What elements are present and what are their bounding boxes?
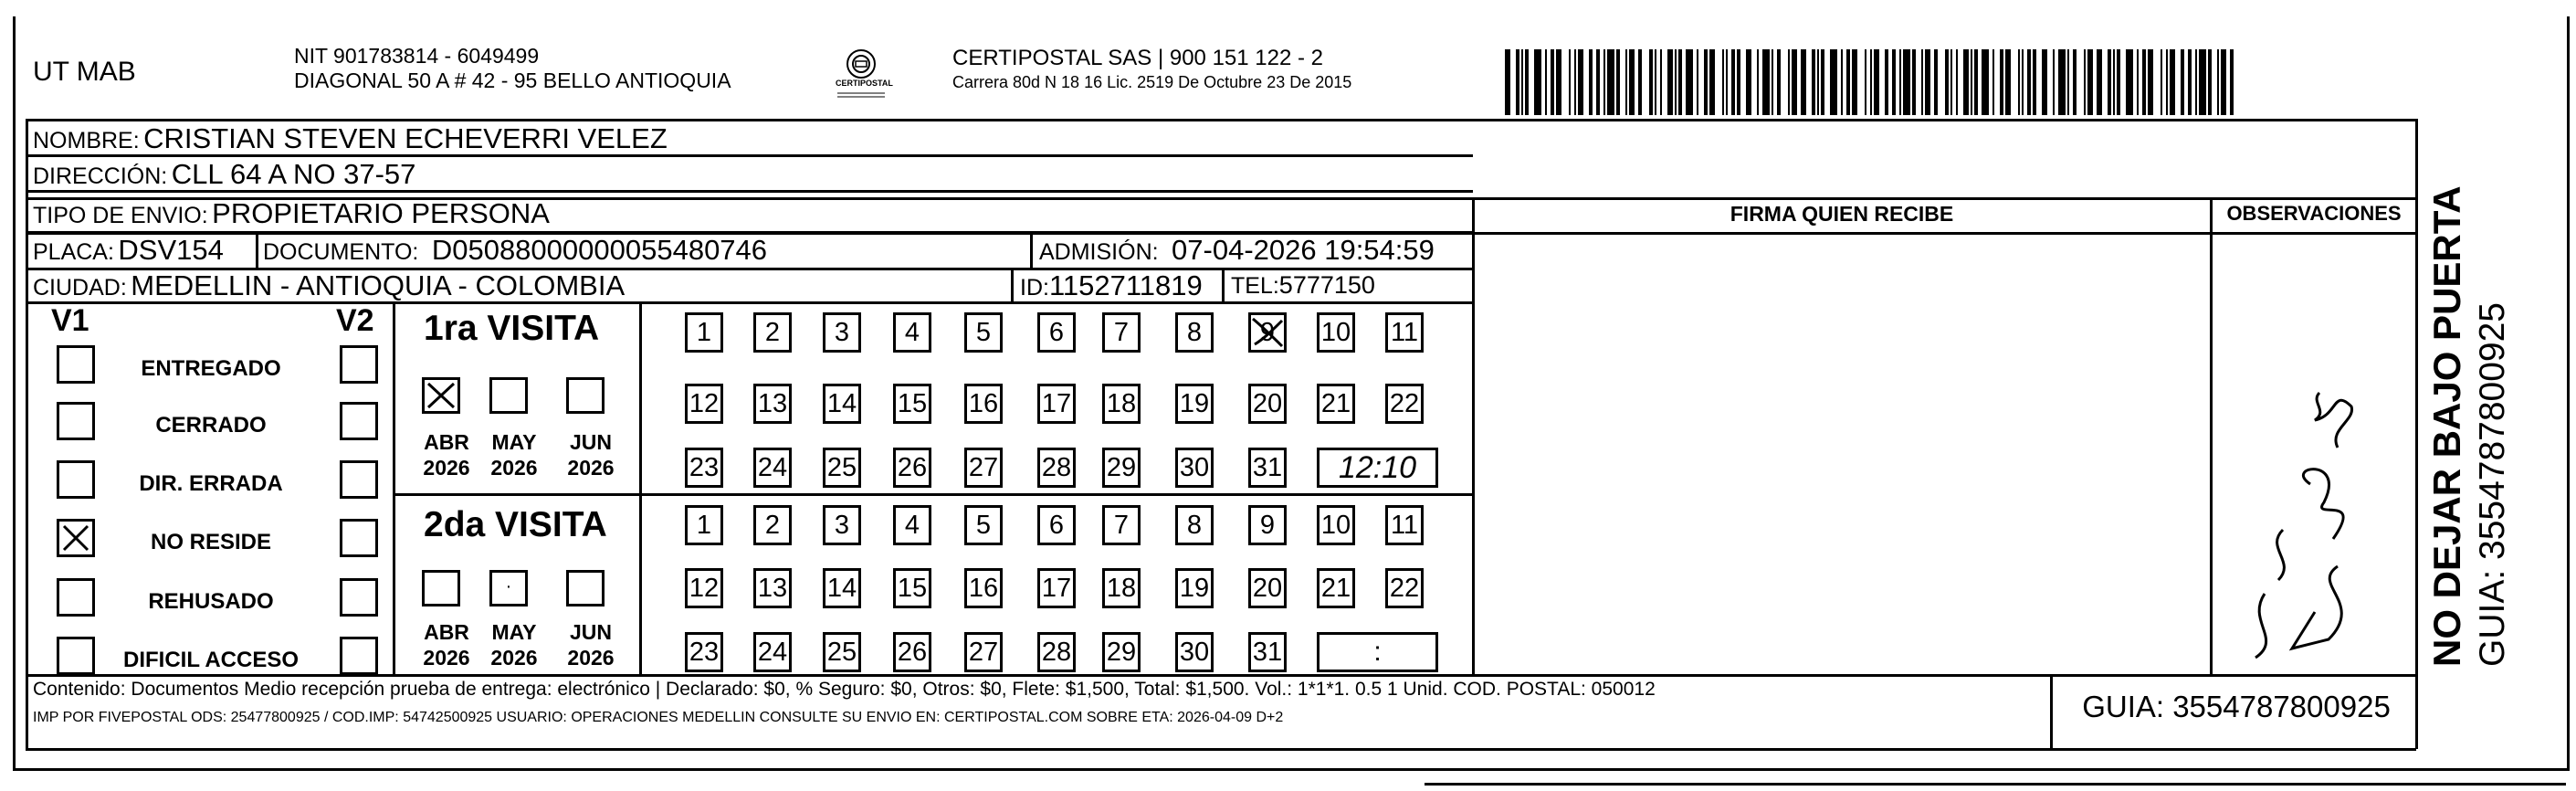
day-box[interactable]: 14 <box>823 384 861 424</box>
day-box[interactable]: 2 <box>753 312 792 353</box>
time-box[interactable]: : <box>1317 632 1438 672</box>
day-box[interactable]: 31 <box>1248 448 1287 488</box>
day-box[interactable]: 19 <box>1175 384 1214 424</box>
day-box[interactable]: 15 <box>893 568 931 608</box>
v2-checkbox[interactable] <box>340 345 378 384</box>
day-box[interactable]: 3 <box>823 505 861 545</box>
day-box[interactable]: 12 <box>685 384 723 424</box>
month-label: ABR 2026 <box>423 620 470 670</box>
month-checkbox[interactable] <box>566 570 605 606</box>
divider <box>1030 232 1033 269</box>
day-box[interactable]: 29 <box>1102 448 1141 488</box>
day-box[interactable]: 15 <box>893 384 931 424</box>
certipostal-logo <box>834 46 893 102</box>
direccion-value: CLL 64 A NO 37-57 <box>171 158 416 190</box>
day-box[interactable]: 26 <box>893 632 931 672</box>
month-label: JUN 2026 <box>567 620 615 670</box>
tipo-row <box>33 197 550 230</box>
month-label: JUN 2026 <box>567 430 615 480</box>
divider <box>393 301 395 676</box>
id-label: ID: <box>1020 275 1049 301</box>
courier-address: Carrera 80d N 18 16 Lic. 2519 De Octubre 23 De 2015 <box>952 73 1352 91</box>
day-box[interactable]: 8 <box>1175 312 1214 353</box>
day-box[interactable]: 24 <box>753 632 792 672</box>
documento-value: D05088000000055480746 <box>431 234 768 266</box>
status-label: NO RESIDE <box>150 530 272 554</box>
day-box[interactable]: 2 <box>753 505 792 545</box>
divider <box>256 232 258 269</box>
signature <box>2228 365 2392 667</box>
company-nit: NIT 901783814 - 6049499 <box>294 44 540 68</box>
day-box[interactable]: 13 <box>753 568 792 608</box>
month-checkbox[interactable] <box>422 570 460 606</box>
day-box[interactable]: 18 <box>1102 568 1141 608</box>
v2-checkbox[interactable] <box>340 460 378 499</box>
day-box[interactable]: 4 <box>893 312 931 353</box>
day-box[interactable]: 25 <box>823 448 861 488</box>
time-box[interactable]: 12:10 <box>1317 448 1438 488</box>
nombre-label: NOMBRE: <box>33 128 140 153</box>
month-checkbox[interactable]: · <box>489 570 528 606</box>
day-box[interactable]: 27 <box>964 448 1003 488</box>
day-box[interactable]: 16 <box>964 384 1003 424</box>
day-box[interactable]: 17 <box>1037 568 1076 608</box>
day-box[interactable]: 1 <box>685 312 723 353</box>
day-box[interactable]: 14 <box>823 568 861 608</box>
footer-imp: IMP POR FIVEPOSTAL ODS: 25477800925 / COD.IMP: 54742500925 USUARIO: OPERACIONES MEDELLIN CONSULTE SU ENVIO EN: CERTIPOSTAL.COM SOBRE ETA: 2026-04-09 D+2 <box>33 710 1284 725</box>
placa-label: PLACA: <box>33 239 114 265</box>
tipo-value: PROPIETARIO PERSONA <box>212 197 550 229</box>
placa-cell <box>33 234 224 267</box>
day-box[interactable]: 24 <box>753 448 792 488</box>
month-checkbox[interactable] <box>566 377 605 414</box>
admision-cell <box>1039 234 1435 267</box>
company-name: UT MAB <box>33 57 136 87</box>
direccion-row <box>33 158 415 191</box>
status-label: REHUSADO <box>148 589 274 614</box>
side-warning: NO DEJAR BAJO PUERTA <box>2425 185 2468 667</box>
admision-value: 07-04-2026 19:54:59 <box>1172 234 1435 266</box>
day-box[interactable]: 20 <box>1248 568 1287 608</box>
visit1-title: 1ra VISITA <box>424 309 600 348</box>
day-box[interactable]: 17 <box>1037 384 1076 424</box>
admision-label: ADMISIÓN: <box>1039 239 1159 265</box>
month-checkbox[interactable] <box>489 377 528 414</box>
tel-value: 5777150 <box>1278 271 1375 299</box>
divider <box>1222 268 1225 302</box>
divider <box>1011 268 1014 302</box>
day-box[interactable]: 11 <box>1385 312 1424 353</box>
divider <box>2415 119 2418 749</box>
day-box[interactable]: 5 <box>964 505 1003 545</box>
day-box[interactable]: 12 <box>685 568 723 608</box>
divider <box>2210 197 2213 675</box>
day-box[interactable]: 21 <box>1317 384 1355 424</box>
ciudad-label: CIUDAD: <box>33 275 127 301</box>
month-label: ABR 2026 <box>423 430 470 480</box>
day-box[interactable]: 19 <box>1175 568 1214 608</box>
day-box[interactable]: 22 <box>1385 568 1424 608</box>
nombre-value: CRISTIAN STEVEN ECHEVERRI VELEZ <box>143 122 668 154</box>
v1-header: V1 <box>51 303 89 338</box>
nombre-row <box>33 122 668 155</box>
side-guia: GUIA: 3554787800925 <box>2473 302 2512 667</box>
tipo-label: TIPO DE ENVIO: <box>33 203 208 228</box>
day-box[interactable]: 28 <box>1037 632 1076 672</box>
documento-label: DOCUMENTO: <box>263 239 419 265</box>
placa-value: DSV154 <box>118 234 224 266</box>
divider <box>639 301 642 676</box>
day-box[interactable]: 18 <box>1102 384 1141 424</box>
company-address: DIAGONAL 50 A # 42 - 95 BELLO ANTIOQUIA <box>294 69 731 92</box>
divider <box>26 674 2416 677</box>
day-box[interactable]: 28 <box>1037 448 1076 488</box>
v2-checkbox[interactable] <box>340 637 378 675</box>
day-box[interactable]: 11 <box>1385 505 1424 545</box>
ciudad-value: MEDELLIN - ANTIOQUIA - COLOMBIA <box>131 269 626 301</box>
status-label: DIFICIL ACCESO <box>122 648 299 672</box>
day-box[interactable]: 16 <box>964 568 1003 608</box>
tel-cell <box>1231 271 1375 300</box>
day-box[interactable]: 23 <box>685 448 723 488</box>
month-label: MAY 2026 <box>490 620 538 670</box>
divider <box>1425 783 2566 786</box>
side-text <box>2424 119 2561 667</box>
logo-text: CERTIPOSTAL <box>836 79 893 88</box>
v2-checkbox[interactable] <box>340 578 378 617</box>
observaciones-header: OBSERVACIONES <box>2226 202 2402 225</box>
documento-cell <box>263 234 767 267</box>
day-box[interactable]: 23 <box>685 632 723 672</box>
id-value: 1152711819 <box>1048 269 1203 301</box>
status-label: DIR. ERRADA <box>139 471 283 496</box>
month-label: MAY 2026 <box>490 430 538 480</box>
id-cell <box>1020 269 1203 302</box>
courier-name: CERTIPOSTAL SAS | 900 151 122 - 2 <box>952 46 1323 70</box>
day-box[interactable]: 13 <box>753 384 792 424</box>
day-box[interactable]: 8 <box>1175 505 1214 545</box>
day-box[interactable]: 7 <box>1102 505 1141 545</box>
day-box[interactable]: 26 <box>893 448 931 488</box>
v2-checkbox[interactable] <box>340 519 378 557</box>
tel-label: TEL: <box>1231 273 1279 299</box>
day-box[interactable]: 9 <box>1248 505 1287 545</box>
divider <box>26 748 2416 751</box>
day-box[interactable]: 30 <box>1175 632 1214 672</box>
divider <box>1472 197 1475 675</box>
day-box[interactable]: 20 <box>1248 384 1287 424</box>
day-box[interactable]: 1 <box>685 505 723 545</box>
day-box[interactable]: 25 <box>823 632 861 672</box>
day-box[interactable]: 6 <box>1037 312 1076 353</box>
day-box[interactable]: 5 <box>964 312 1003 353</box>
day-box[interactable]: 7 <box>1102 312 1141 353</box>
ciudad-cell <box>33 269 625 302</box>
footer-guia: GUIA: 3554787800925 <box>2082 690 2391 723</box>
month-checkbox[interactable] <box>422 377 460 414</box>
footer-contenido: Contenido: Documentos Medio recepción prueba de entrega: electrónico | Declarado: $0, % Seguro: $0, Otros: $0, Flete: $1,500, Total: $1,500. Vol.: 1*1*1. 0.5 1 Unid. COD. POSTAL: 050012 <box>33 679 1656 700</box>
day-box[interactable]: 10 <box>1317 312 1355 353</box>
v2-header: V2 <box>336 303 374 338</box>
day-box[interactable]: 9 <box>1248 312 1287 353</box>
day-box[interactable]: 3 <box>823 312 861 353</box>
day-box[interactable]: 31 <box>1248 632 1287 672</box>
firma-header: FIRMA QUIEN RECIBE <box>1730 202 1954 226</box>
v2-checkbox[interactable] <box>340 402 378 440</box>
day-box[interactable]: 27 <box>964 632 1003 672</box>
divider <box>26 119 28 749</box>
divider <box>26 119 2416 121</box>
day-box[interactable]: 21 <box>1317 568 1355 608</box>
visit2-title: 2da VISITA <box>424 505 607 544</box>
day-box[interactable]: 6 <box>1037 505 1076 545</box>
barcode <box>1505 49 2241 115</box>
day-box[interactable]: 30 <box>1175 448 1214 488</box>
divider <box>2050 674 2053 749</box>
day-box[interactable]: 4 <box>893 505 931 545</box>
day-box[interactable]: 10 <box>1317 505 1355 545</box>
divider <box>393 493 1473 496</box>
status-label: ENTREGADO <box>141 356 281 381</box>
day-box[interactable]: 29 <box>1102 632 1141 672</box>
day-box[interactable]: 22 <box>1385 384 1424 424</box>
status-label: CERRADO <box>155 413 267 438</box>
direccion-label: DIRECCIÓN: <box>33 163 168 189</box>
